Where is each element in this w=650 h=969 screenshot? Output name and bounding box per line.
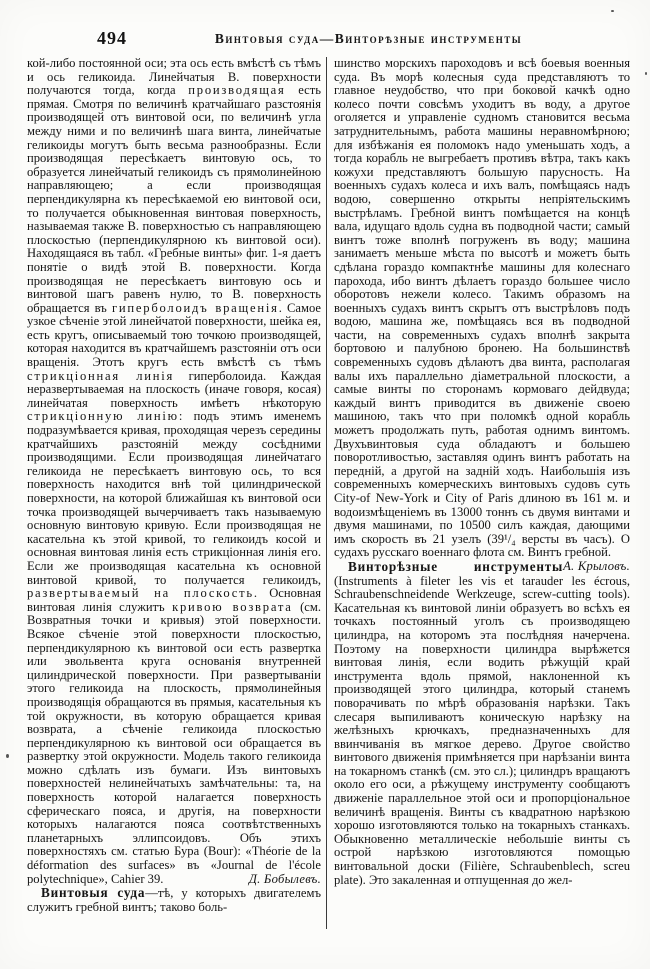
page-number: 494 [97, 28, 127, 48]
text-segment: производящая [188, 83, 286, 98]
text-segment: стрикціонную линію [27, 409, 179, 424]
ink-speck [611, 10, 614, 12]
text-segment: шинство морскихъ пароходовъ и всѣ боевыя военныя суда. Въ морѣ колесныя суда представляютъ то главное неудобство, что при боковой качкѣ одно колесо почти совсѣмъ уходитъ въ воду, а другое оголяется и управленіе судномъ становится весьма затруднительнымъ, работа машины неравномѣрною; для избѣжанія ея поломокъ надо уменьшать ходъ, а тогда корабль не выгребаетъ противъ вѣтра, такъ какъ кожухи представляютъ большую парусность. На военныхъ судахъ колеса и ихъ валъ, помѣщаясь надъ водою, совершенно открыты непріятельскимъ выстрѣламъ. Гребной винтъ помѣщается на концѣ вала, идущаго вдоль судна въ подводной части; самый винтъ тоже вполнѣ погруженъ въ воду; машина занимаетъ меньше мѣста по высотѣ и можетъ быть сдѣлана гораздо компактнѣе машины для колеснаго парохода, ибо винтъ дѣлаетъ гораздо большее число оборотовъ нежели колесо. Такимъ образомъ на военныхъ судахъ винтъ скрытъ отъ выстрѣловъ подъ водою, машина же, помѣщаясь вся въ подводной части, на современныхъ судахъ вполнѣ закрыта бортовою и палубною бронею. На большинствѣ современныхъ судовъ дѣлаютъ два винта, располагая валы ихъ параллельно діаметральной плоскости, а самые винты по сторонамъ кормоваго дейдвуда; каждый винтъ приводится въ движеніе своею машиною, такъ что при поломкѣ одной корабль можетъ продолжать путь, работая однимъ винтомъ. Двухъвинтовыя суда обладаютъ и большею поворотливостью, заставляя одинъ винтъ работать на передній, а другой на задній ходъ. Наибольшія изъ современныхъ комерческихъ винтовыхъ судовъ суть City-of New-York и City of Paris длиною въ 161 м. и водоизмѣщеніемъ въ 13000 тоннъ съ двумя винтами и двумя машинами, по 10500 силъ каждая, дающими имъ скорость въ 21 узелъ (39¹/₄ версты въ часъ). О судахъ русскаго военнаго флота см. Винтъ гребной. [334, 57, 630, 560]
text-segment: гиперболоидъ вращенія [112, 300, 279, 315]
text-segment: стрикціонная линія [27, 368, 175, 383]
ink-speck [6, 754, 9, 758]
text-segment: кой-либо постоянной оси; эта ось есть вмѣстѣ съ тѣмъ и ось геликоида. Линейчатыя В. поверхности получаются тогда, когда [27, 57, 321, 98]
text-segment: развертываемый на плоскость [27, 586, 254, 601]
text-segment: . Основная винтовая линія служитъ [27, 586, 321, 614]
text-segment: есть прямая. Смотря по величинѣ кратчайшаго разстоянія производящей отъ винтовой оси, по величинѣ угла между ними и по величинѣ шага винта, линейчатые геликоиды могутъ быть весьма разнообразны. Если производящая пересѣкаетъ винтовую ось, то образуется линейчатый геликоидъ съ прямолинейною направляющею; а если производящая перпендикулярна къ пересѣкаемой ею винтовой оси, то получается обыкновенная винтовая поверхность, называемая также В. поверхностью съ направляющею плоскостью (перпендикулярною къ винтовой оси). Находящаяся въ табл. «Гребные винты» фиг. 1-я даетъ понятіе о видѣ этой В. поверхности. Когда производящая не пересѣкаетъ винтовую ось и винтовой шагъ равенъ нулю, то В. поверхность обращается въ [27, 83, 321, 315]
running-head-title: Винтовыя суда—Винторѣзные инструменты [214, 31, 523, 46]
text-block [27, 57, 630, 929]
left-column [27, 57, 321, 929]
text-segment: кривою возврата [172, 599, 293, 614]
column-divider-rule [326, 57, 327, 929]
text-segment: (Instruments à fileter les vis et tarauder les écrous, Schraubenschneidende Werkzeuge, screw-cutting tools). Касательная къ винтовой линіи образуетъ во всѣхъ ея точкахъ постоянный уголъ съ производящею цилиндра, на которомъ эта послѣдняя начерчена. Поэтому на поверхности цилиндра вырѣжется винтовая линія, если водить рѣжущій край инструмента вдоль прямой, наклоненной къ производящей этого цилиндра, который станемъ поворачивать по мѣрѣ образованія нарѣзки. Такъ слесаря выпиливаютъ коническую нарѣзку на желѣзныхъ крючкахъ, предназначенныхъ для ввинчиванія въ мягкое дерево. Другое свойство винтового движенія примѣняется при нарѣзаніи винта на токарномъ станкѣ (см. это сл.); цилиндръ вращаютъ около его оси, а рѣжущему инструменту сообщаютъ движеніе параллельное этой оси и пропорціональное величинѣ вращенія. Винты съ квадратною нарѣзкою хорошо изготовляются только на токарныхъ станкахъ. Обыкновенно металлическіе небольшіе винты съ острой нарѣзкою изготовляются помощью винтовальной доски (Filière, Schraubenblech, screu plate). Это закаленная и отпущенная до жел- [334, 573, 630, 887]
right-column [334, 57, 630, 929]
text-segment: гиперболоида. Каждая неразвертываемая на плоскость (иначе говоря, косая) линейчатая поверхность имѣетъ нѣкоторую [27, 368, 321, 410]
ink-speck [645, 72, 647, 75]
text-segment: . Самое узкое сѣченіе этой линейчатой поверхности, шейка ея, есть кругъ, описываемый тою точкою производящей, которая находится въ кратчайшемъ разстояніи отъ оси вращенія. Этотъ кругъ есть вмѣстѣ съ тѣмъ [27, 300, 321, 370]
paragraph [27, 57, 321, 886]
text-segment: —тѣ, у которыхъ двигателемъ служитъ гребной винтъ; таково боль- [27, 886, 321, 914]
text-segment: : подъ этимъ именемъ подразумѣвается кривая, проходящая черезъ середины кратчайшихъ разстояній между сосѣдними производящими. Если производящая линейчатаго геликоида не пересѣкаетъ винтовую ось, то вся поверхность находится внѣ той цилиндрической поверхности, на которой ближайшая къ винтовой оси точка производящей вычерчиваетъ такъ называемую основную винтовую кривую. Если производящая не касательна къ этой кривой, то геликоидъ косой и основная винтовая линія есть стрикціонная линія его. Если же производящая касательна къ основной винтовой кривой, то получается геликоидъ, [27, 409, 321, 587]
article-title: Винтовыя суда [41, 885, 146, 901]
paragraph [334, 560, 630, 887]
author-signature: А. Крыловъ. [563, 558, 630, 573]
text-segment: (см. Возвратныя точки и кривыя) этой поверхности. Всякое сѣченіе этой поверхности плоскостью, перпендикулярною къ винтовой оси есть развертка или эвольвента круга основанія внутренней цилиндрической поверхности. При развертываніи этого геликоида на плоскость, прямолинейныя производящія обращаются въ прямыя, касательныя къ той окружности, въ которую обращается кривая возврата, а сѣченіе геликоида плоскостью перпендикулярною къ винтовой оси обращается въ развертку этой окружности. Модель такого геликоида можно сдѣлать изъ бумаги. Изъ винтовыхъ поверхностей нелинейчатыхъ замѣчательны: та, на поверхность которой налагается поверхность сферическаго пояса, и другія, на поверхности которыхъ налагаются пояса соотвѣтственныхъ планетарныхъ эллипсоидовъ. Объ этихъ поверхностяхъ см. статью Бура (Bour): «Théorie de la déformation des surfaces» въ «Journal de l'école polytechnique», Cahier 39. [27, 599, 321, 886]
article-title: Винторѣзные инструменты [348, 558, 564, 574]
author-signature: Д. Бобылевъ. [248, 871, 321, 886]
page-header [27, 28, 630, 52]
paragraph [27, 886, 321, 914]
